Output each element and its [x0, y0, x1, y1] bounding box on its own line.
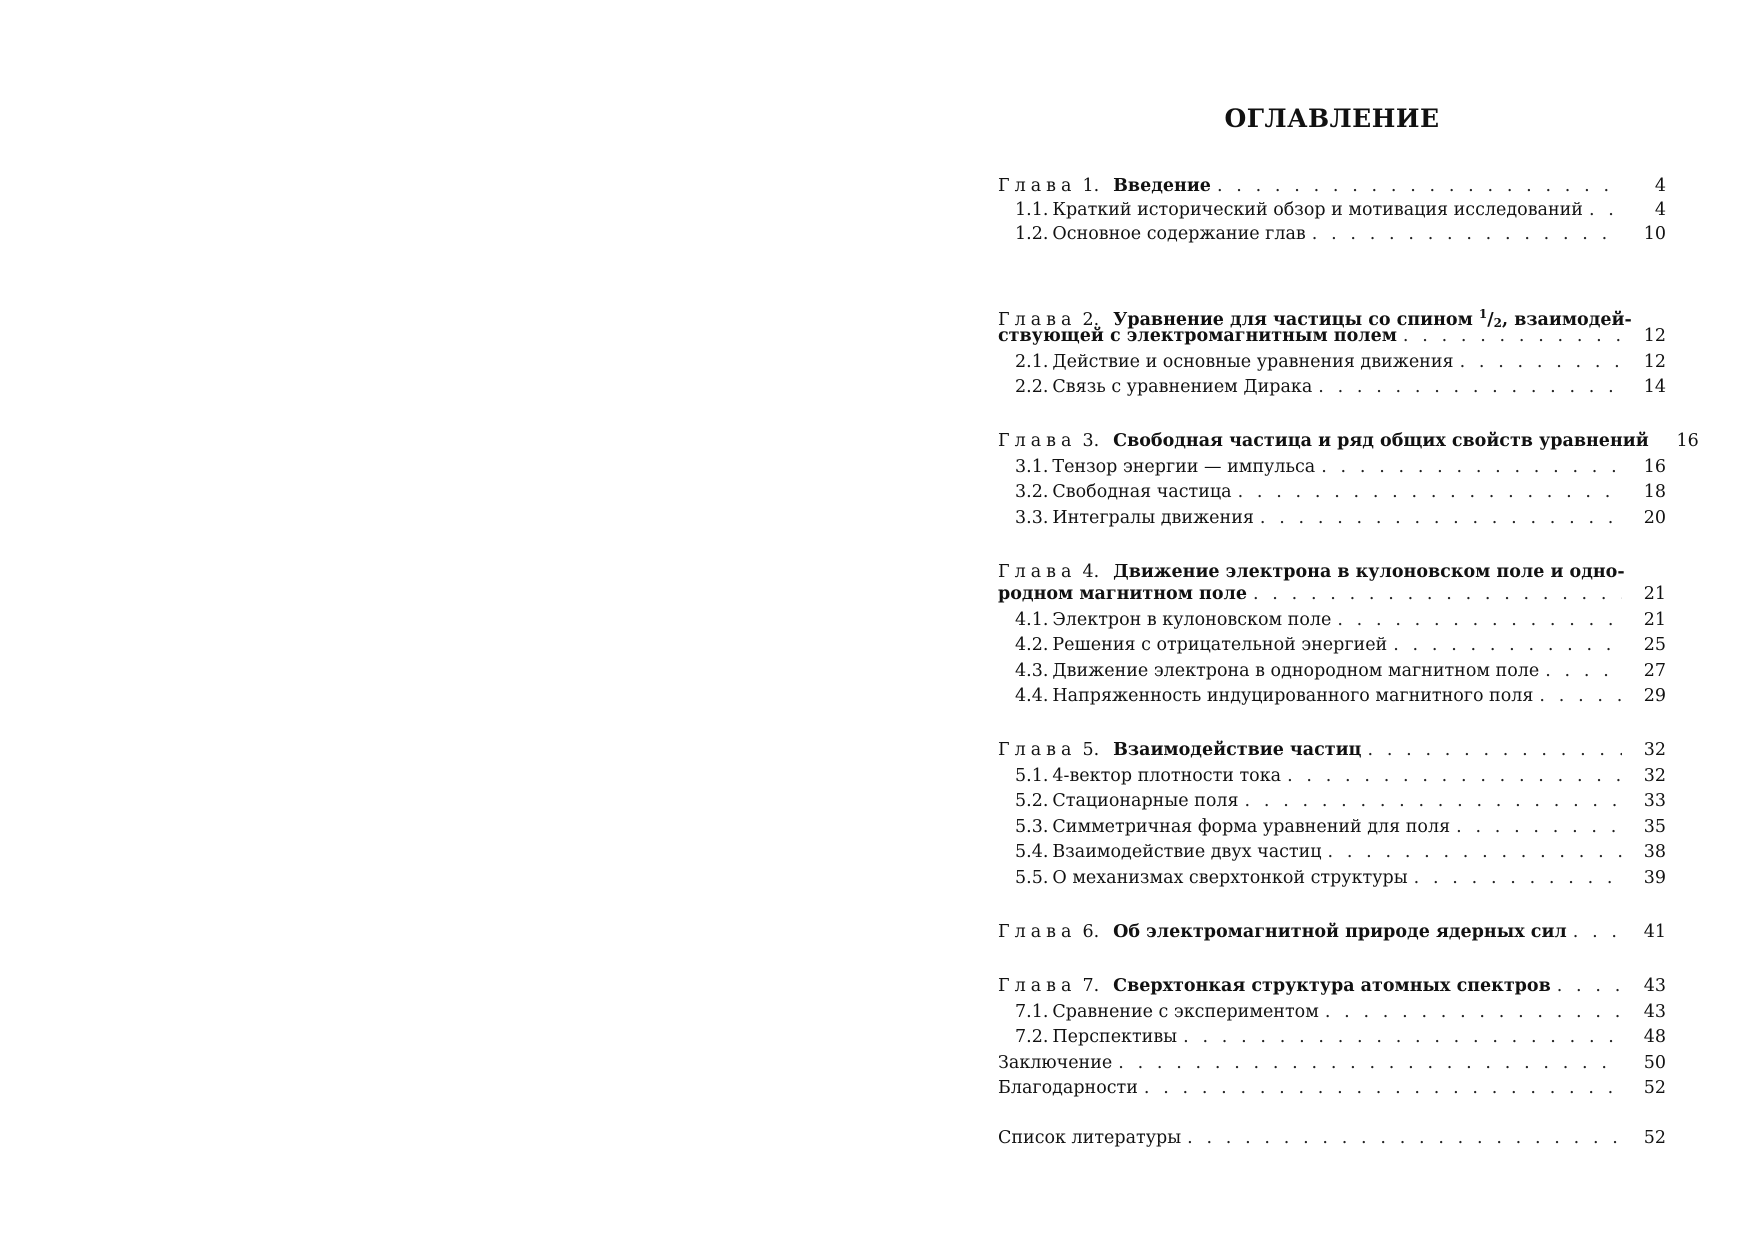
- chapter-number: 1.: [1082, 176, 1100, 196]
- section-number: 4.4.: [1015, 686, 1049, 706]
- toc-chapter-6[interactable]: [998, 920, 1666, 944]
- page-number: 16: [1676, 431, 1699, 451]
- section-number: 5.5.: [1015, 868, 1049, 888]
- fraction-numerator: 1: [1478, 307, 1488, 321]
- toc-chapter-2-line2[interactable]: [998, 324, 1666, 348]
- leader-dots: [1539, 684, 1622, 708]
- page-number: 18: [1643, 482, 1666, 502]
- page-number: 52: [1643, 1128, 1666, 1148]
- page-number: 10: [1643, 224, 1666, 244]
- section-title: Взаимодействие двух частиц: [1052, 842, 1322, 862]
- leader-dots: [1337, 608, 1622, 632]
- section-title: Стационарные поля: [1052, 791, 1239, 811]
- page-number: 4: [1654, 200, 1666, 220]
- page-number: 39: [1643, 868, 1666, 888]
- page-number: 38: [1643, 842, 1666, 862]
- chapter-word: Глава: [998, 310, 1077, 330]
- chapter-number: 7.: [1082, 976, 1100, 996]
- toc-section-5-5[interactable]: [1015, 866, 1666, 890]
- toc-chapter-1[interactable]: [998, 174, 1666, 198]
- leader-dots: [1187, 1126, 1622, 1150]
- toc-section-3-1[interactable]: [1015, 455, 1666, 479]
- leader-dots: [1312, 222, 1622, 246]
- page-number: 32: [1643, 766, 1666, 786]
- toc-section-7-1[interactable]: [1015, 1000, 1666, 1024]
- chapter-title: Свободная частица и ряд общих свойств уравнений: [1113, 431, 1649, 451]
- page-number: 25: [1643, 635, 1666, 655]
- leader-dots: [1321, 455, 1622, 479]
- chapter-word: Глава: [998, 976, 1077, 996]
- leader-dots: [1144, 1076, 1622, 1100]
- leader-dots: [1368, 738, 1623, 762]
- toc-section-1-2[interactable]: [1015, 222, 1666, 246]
- toc-section-4-1[interactable]: [1015, 608, 1666, 632]
- leader-dots: [1287, 764, 1622, 788]
- toc-section-4-4[interactable]: [1015, 684, 1666, 708]
- leader-dots: [1393, 633, 1622, 657]
- chapter-word: Глава: [998, 431, 1077, 451]
- page-number: 41: [1643, 922, 1666, 942]
- page-number: 21: [1643, 610, 1666, 630]
- toc-bibliography[interactable]: [998, 1126, 1666, 1150]
- section-number: 1.1.: [1015, 200, 1049, 220]
- leader-dots: [1456, 815, 1622, 839]
- page-number: 35: [1643, 817, 1666, 837]
- chapter-title-continuation: родном магнитном поле: [998, 584, 1247, 604]
- chapter-number: 5.: [1082, 740, 1100, 760]
- page-number: 32: [1643, 740, 1666, 760]
- fraction-denominator: 2: [1493, 316, 1503, 330]
- section-title: Интегралы движения: [1052, 508, 1254, 528]
- section-title: Сравнение с экспериментом: [1052, 1002, 1319, 1022]
- chapter-word: Глава: [998, 740, 1077, 760]
- section-number: 3.3.: [1015, 508, 1049, 528]
- section-number: 3.1.: [1015, 457, 1049, 477]
- chapter-number: 2.: [1082, 310, 1100, 330]
- toc-chapter-3[interactable]: [998, 429, 1699, 453]
- entry-title: Список литературы: [998, 1128, 1182, 1148]
- leader-dots: [1573, 920, 1622, 944]
- leader-dots: [1557, 974, 1622, 998]
- section-title: Напряженность индуцированного магнитного поля: [1052, 686, 1534, 706]
- chapter-title-continuation: ствующей с электромагнитным полем: [998, 326, 1397, 346]
- section-number: 2.2.: [1015, 377, 1049, 397]
- chapter-title: Движение электрона в кулоновском поле и одно-: [1113, 562, 1625, 582]
- section-number: 7.1.: [1015, 1002, 1049, 1022]
- chapter-word: Глава: [998, 922, 1077, 942]
- section-title: Краткий исторический обзор и мотивация исследований: [1052, 200, 1583, 220]
- chapter-title-part: , взаимодей-: [1502, 310, 1632, 330]
- section-number: 4.2.: [1015, 635, 1049, 655]
- leader-dots: [1545, 659, 1622, 683]
- page-number: 33: [1643, 791, 1666, 811]
- leader-dots: [1414, 866, 1622, 890]
- chapter-number: 6.: [1082, 922, 1100, 942]
- toc-section-5-2[interactable]: [1015, 789, 1666, 813]
- section-number: 4.1.: [1015, 610, 1049, 630]
- section-number: 2.1.: [1015, 352, 1049, 372]
- toc-section-5-4[interactable]: [1015, 840, 1666, 864]
- toc-chapter-5[interactable]: [998, 738, 1666, 762]
- leader-dots: [1403, 324, 1622, 348]
- leader-dots: [1245, 789, 1622, 813]
- page-number: 50: [1643, 1053, 1666, 1073]
- page-number: 52: [1643, 1078, 1666, 1098]
- page-number: 20: [1643, 508, 1666, 528]
- leader-dots: [1183, 1025, 1622, 1049]
- entry-title: Благодарности: [998, 1078, 1138, 1098]
- toc-section-4-3[interactable]: [1015, 659, 1666, 683]
- toc-title: ОГЛАВЛЕНИЕ: [1224, 104, 1440, 133]
- section-title: Симметричная форма уравнений для поля: [1052, 817, 1451, 837]
- section-title: Основное содержание глав: [1052, 224, 1306, 244]
- leader-dots: [1260, 506, 1622, 530]
- leader-dots: [1118, 1051, 1622, 1075]
- toc-chapter-4-line2[interactable]: [998, 582, 1666, 606]
- toc-section-4-2[interactable]: [1015, 633, 1666, 657]
- section-title: Тензор энергии — импульса: [1052, 457, 1316, 477]
- page-number: 21: [1643, 584, 1666, 604]
- leader-dots: [1325, 1000, 1622, 1024]
- section-number: 5.2.: [1015, 791, 1049, 811]
- page-number: 12: [1643, 352, 1666, 372]
- section-title: Перспективы: [1052, 1027, 1178, 1047]
- toc-acknowledgements[interactable]: [998, 1076, 1666, 1100]
- section-number: 1.2.: [1015, 224, 1049, 244]
- page-number: 14: [1643, 377, 1666, 397]
- section-title: Действие и основные уравнения движения: [1052, 352, 1454, 372]
- toc-chapter-4-line1[interactable]: [998, 560, 1666, 584]
- toc-conclusion[interactable]: [998, 1051, 1666, 1075]
- chapter-title: Сверхтонкая структура атомных спектров: [1113, 976, 1551, 996]
- section-number: 5.3.: [1015, 817, 1049, 837]
- section-title: Связь с уравнением Дирака: [1052, 377, 1313, 397]
- page-number: 43: [1643, 976, 1666, 996]
- toc-chapter-2-line1[interactable]: [998, 302, 1666, 330]
- chapter-title-part: Уравнение для частицы со спином: [1113, 310, 1479, 330]
- leader-dots: [1460, 350, 1622, 374]
- page-number: 48: [1643, 1027, 1666, 1047]
- toc-section-5-1[interactable]: [1015, 764, 1666, 788]
- leader-dots: [1318, 375, 1622, 399]
- section-title: Решения с отрицательной энергией: [1052, 635, 1388, 655]
- leader-dots: [1589, 198, 1622, 222]
- section-number: 4.3.: [1015, 661, 1049, 681]
- entry-title: Заключение: [998, 1053, 1113, 1073]
- toc-section-2-2[interactable]: [1015, 375, 1666, 399]
- section-title: О механизмах сверхтонкой структуры: [1052, 868, 1408, 888]
- section-title: 4-вектор плотности тока: [1052, 766, 1282, 786]
- page-number: 16: [1643, 457, 1666, 477]
- section-number: 3.2.: [1015, 482, 1049, 502]
- toc-section-7-2[interactable]: [1015, 1025, 1666, 1049]
- chapter-title: Об электромагнитной природе ядерных сил: [1113, 922, 1567, 942]
- chapter-word: Глава: [998, 562, 1077, 582]
- page-number: 43: [1643, 1002, 1666, 1022]
- toc-chapter-7[interactable]: [998, 974, 1666, 998]
- section-number: 7.2.: [1015, 1027, 1049, 1047]
- section-title: Свободная частица: [1052, 482, 1232, 502]
- section-number: 5.4.: [1015, 842, 1049, 862]
- leader-dots: [1328, 840, 1622, 864]
- chapter-title: Введение: [1113, 176, 1211, 196]
- page-number: 27: [1643, 661, 1666, 681]
- page-number: 4: [1654, 176, 1666, 196]
- chapter-number: 4.: [1082, 562, 1100, 582]
- leader-dots: [1217, 174, 1622, 198]
- fraction-slash: /: [1487, 310, 1494, 330]
- toc-section-5-3[interactable]: [1015, 815, 1666, 839]
- toc-section-3-2[interactable]: [1015, 480, 1666, 504]
- section-title: Электрон в кулоновском поле: [1052, 610, 1332, 630]
- section-title: Движение электрона в однородном магнитном поле: [1052, 661, 1540, 681]
- section-number: 5.1.: [1015, 766, 1049, 786]
- chapter-title: Взаимодействие частиц: [1113, 740, 1362, 760]
- chapter-number: 3.: [1082, 431, 1100, 451]
- page-number: 12: [1643, 326, 1666, 346]
- chapter-word: Глава: [998, 176, 1077, 196]
- toc-section-2-1[interactable]: [1015, 350, 1666, 374]
- leader-dots: [1253, 582, 1622, 606]
- toc-section-3-3[interactable]: [1015, 506, 1666, 530]
- page-number: 29: [1643, 686, 1666, 706]
- leader-dots: [1238, 480, 1622, 504]
- toc-section-1-1[interactable]: [1015, 198, 1666, 222]
